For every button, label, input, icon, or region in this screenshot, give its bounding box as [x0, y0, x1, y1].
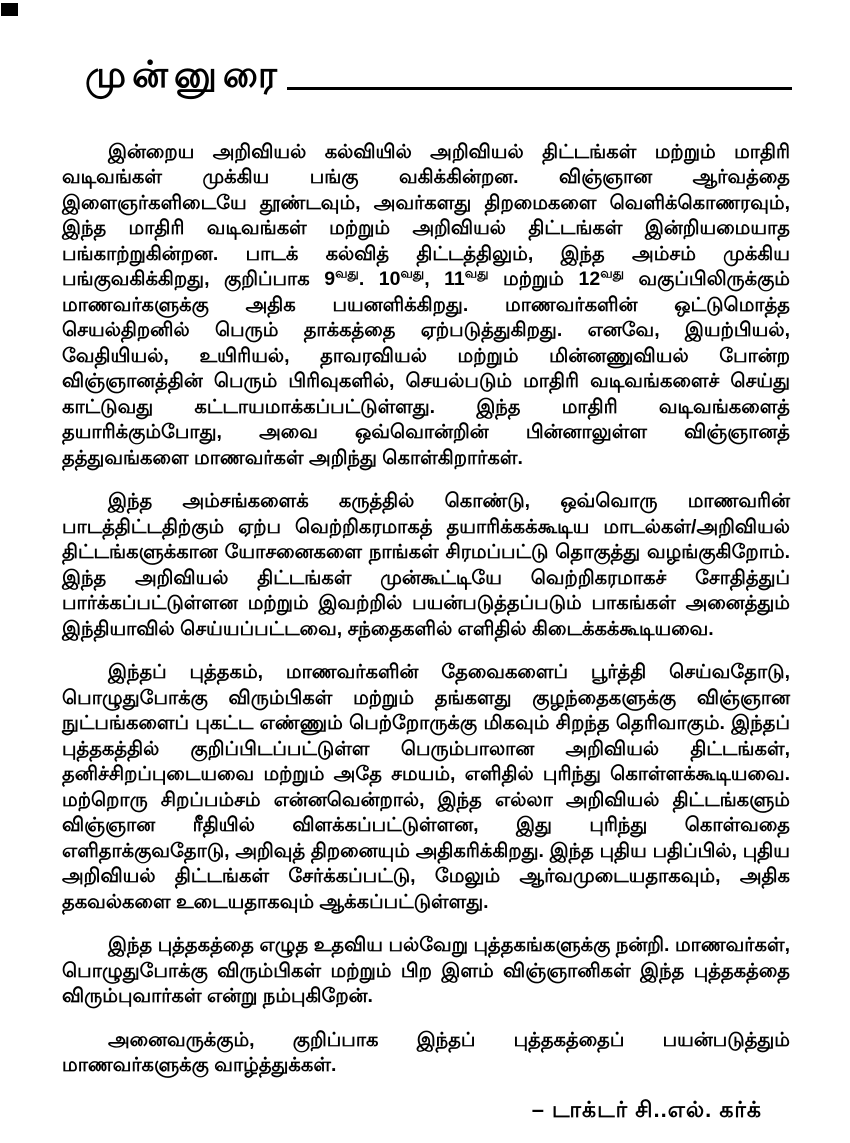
body-paragraph-1: இன்றைய அறிவியல் கல்வியில் அறிவியல் திட்டங்கள் மற்றும் மாதிரி வடிவங்கள் முக்கிய பங்கு வகிக்கின்றன. விஞ்ஞான ஆர்வத்தை இளைஞர்களிடையே தூண்டவும், அவர்களது திறமைகளை வெளிக்கொணரவும், இந்த மாதிரி வடிவங்கள் மற்றும் அறிவியல் திட்டங்கள் இன்றியமையாத பங்காற்றுகின்றன. பாடக் கல்வித் திட்டத்திலும், இந்த அம்சம் முக்கிய பங்குவகிக்கிறது, குறிப்பாக $9^{வது}$. $10^{வது}$, $11^{வது}$ மற்றும் $12^{வது}$ வகுப்பிலிருக்கும் மாணவர்களுக்கு அதிக பயனளிக்கிறது. மாணவர்களின் ஒட்டுமொத்த செயல்திறனில் பெரும் தாக்கத்தை ஏற்படுத்துகிறது. எனவே, இயற்பியல், வேதியியல், உயிரியல், தாவரவியல் மற்றும் மின்னணுவியல் போன்ற விஞ்ஞானத்தின் பெரும் பிரிவுகளில், செயல்படும் மாதிரி வடிவங்களைச் செய்து காட்டுவது கட்டாயமாக்கப்பட்டுள்ளது. இந்த மாதிரி வடிவங்களைத் தயாரிக்கும்போது, அவை ஒவ்வொன்றின் பின்னாலுள்ள விஞ்ஞானத் தத்துவங்களை மாணவர்கள் அறிந்து கொள்கிறார்கள்.: [62, 140, 791, 469]
page-header: [85, 56, 792, 95]
author-signature: – டாக்டர் சி..எல். கர்க்: [531, 1096, 762, 1122]
preface-body: [62, 140, 790, 1123]
print-artifact-mark: [1, 3, 18, 16]
body-paragraph-3: இந்தப் புத்தகம், மாணவர்களின் தேவைகளைப் பூர்த்தி செய்வதோடு, பொழுதுபோக்கு விரும்பிகள் மற்றும் தங்களது குழந்தைகளுக்கு விஞ்ஞான நுட்பங்களைப் புகட்ட எண்ணும் பெற்றோருக்கு மிகவும் சிறந்த தெரிவாகும். இந்தப் புத்தகத்தில் குறிப்பிடப்பட்டுள்ள பெரும்பாலான அறிவியல் திட்டங்கள், தனிச்சிறப்புடையவை மற்றும் அதே சமயம், எளிதில் புரிந்து கொள்ளக்கூடியவை. மற்றொரு சிறப்பம்சம் என்னவென்றால், இந்த எல்லா அறிவியல் திட்டங்களும் விஞ்ஞான ரீதியில் விளக்கப்பட்டுள்ளன, இது புரிந்து கொள்வதை எளிதாக்குவதோடு, அறிவுத் திறனையும் அதிகரிக்கிறது. இந்த புதிய பதிப்பில், புதிய அறிவியல் திட்டங்கள் சேர்க்கப்பட்டு, மேலும் ஆர்வமுடையதாகவும், அதிக தகவல்களை உடையதாகவும் ஆக்கப்பட்டுள்ளது.: [62, 661, 790, 913]
body-paragraph-5: அனைவருக்கும், குறிப்பாக இந்தப் புத்தகத்தைப் பயன்படுத்தும் மாணவர்களுக்கு வாழ்த்துக்கள்.: [62, 1028, 790, 1077]
title-underline: [287, 87, 792, 90]
page-title: முன்னுரை: [85, 54, 284, 95]
body-paragraph-2: இந்த அம்சங்களைக் கருத்தில் கொண்டு, ஒவ்வொரு மாணவரின் பாடத்திட்டதிற்கும் ஏற்ப வெற்றிகரமாகத் தயாரிக்கக்கூடிய மாடல்கள்/அறிவியல் திட்டங்களுக்கான யோசனைகளை நாங்கள் சிரமப்பட்டு தொகுத்து வழங்குகிறோம். இந்த அறிவியல் திட்டங்கள் முன்கூட்டியே வெற்றிகரமாகச் சோதித்துப் பார்க்கப்பட்டுள்ளன மற்றும் இவற்றில் பயன்படுத்தப்படும் பாகங்கள் அனைத்தும் இந்தியாவில் செய்யப்பட்டவை, சந்தைகளில் எளிதில் கிடைக்கக்கூடியவை.: [62, 490, 790, 640]
body-paragraph-4: இந்த புத்தகத்தை எழுத உதவிய பல்வேறு புத்தகங்களுக்கு நன்றி. மாணவர்கள், பொழுதுபோக்கு விரும்பிகள் மற்றும் பிற இளம் விஞ்ஞானிகள் இந்த புத்தகத்தை விரும்புவார்கள் என்று நம்புகிறேன்.: [62, 934, 790, 1008]
